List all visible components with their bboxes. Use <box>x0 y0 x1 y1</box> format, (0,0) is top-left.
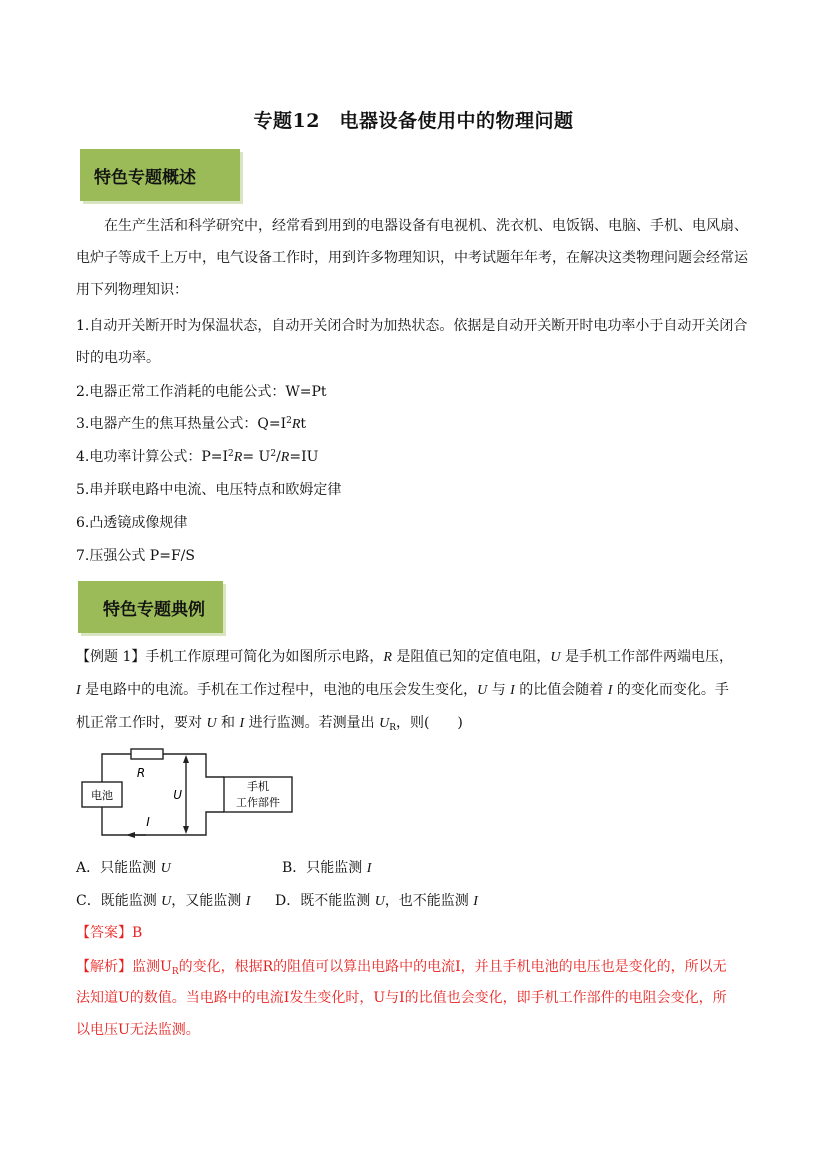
analysis-line-1: 【解析】监测$U_R$的变化，根据R的阻值可以算出电路中的电流I，并且手机电池的电压也是变化的，所以无 <box>76 959 727 977</box>
wire <box>102 754 131 782</box>
circuit-diagram <box>74 746 314 841</box>
page-title: 专题12 电器设备使用中的物理问题 <box>253 110 574 132</box>
resistor-symbol <box>131 749 163 759</box>
knowledge-item-2: 2.电器正常工作消耗的电能公式：W=Pt <box>76 384 327 400</box>
resistor-label: R <box>136 766 146 780</box>
knowledge-item-7: 7.压强公式 P=F/S <box>76 548 195 564</box>
battery-label: 电池 <box>91 789 113 802</box>
section-banner-examples <box>78 581 223 633</box>
example-question-line-1: 【例题 1】手机工作原理可简化为如图所示电路，R 是阻值已知的定值电阻，U 是手机工作部件两端电压， <box>76 649 733 665</box>
device-label-line-1: 手机 <box>247 780 269 793</box>
section-banner-overview <box>80 149 240 201</box>
wire <box>163 754 224 777</box>
section-heading: 特色专题概述 <box>94 168 196 188</box>
choice-c[interactable]: C．既能监测 U，又能监测 I <box>76 893 251 909</box>
section-heading: 特色专题典例 <box>103 600 205 620</box>
knowledge-item-1: 1.自动开关断开时为保温状态，自动开关闭合时为加热状态。依据是自动开关断开时电功率小于自动开关闭合时的电功率。 <box>76 318 748 366</box>
device-label-line-2: 工作部件 <box>236 796 280 809</box>
analysis-line-3: 以电压U无法监测。 <box>76 1022 200 1038</box>
choice-b[interactable]: B．只能监测 I <box>282 860 372 876</box>
answer-line: 【答案】B <box>76 925 143 941</box>
intro-paragraph: 在生产生活和科学研究中，经常看到用到的电器设备有电视机、洗衣机、电饭锅、电脑、手机、电风扇、电炉子等成千上万中，电气设备工作时，用到许多物理知识，中考试题年年考，在解决这类物理问题会经常运用下列物理知识： <box>76 218 748 298</box>
example-question-line-2: I 是电路中的电流。手机在工作过程中，电池的电压会发生变化，U 与 I 的比值会随着 I 的变化而变化。手 <box>76 682 729 698</box>
choice-a[interactable]: A．只能监测 U <box>76 860 171 876</box>
choice-d[interactable]: D．既不能监测 U，也不能监测 I <box>275 893 478 909</box>
current-arrow-icon <box>126 832 135 838</box>
knowledge-item-6: 6.凸透镜成像规律 <box>76 515 188 531</box>
example-question-line-3: 机正常工作时，要对 U 和 I 进行监测。若测量出 $U_R$，则( ) <box>76 715 463 733</box>
knowledge-item-3: 3.电器产生的焦耳热量公式：$Q=I^2Rt$ <box>76 416 307 432</box>
wire <box>102 807 224 835</box>
voltage-arrow-head-down <box>183 826 189 834</box>
current-label: I <box>146 815 150 829</box>
voltage-label: U <box>173 788 182 802</box>
analysis-line-2: 法知道U的数值。当电路中的电流I发生变化时，U与I的比值也会变化，即手机工作部件的电阻会变化，所 <box>76 990 727 1006</box>
knowledge-item-4: 4.电功率计算公式：$P=I^2R= U^2/R=IU$ <box>76 449 319 465</box>
knowledge-item-5: 5.串并联电路中电流、电压特点和欧姆定律 <box>76 482 342 498</box>
voltage-arrow-head-up <box>183 755 189 763</box>
